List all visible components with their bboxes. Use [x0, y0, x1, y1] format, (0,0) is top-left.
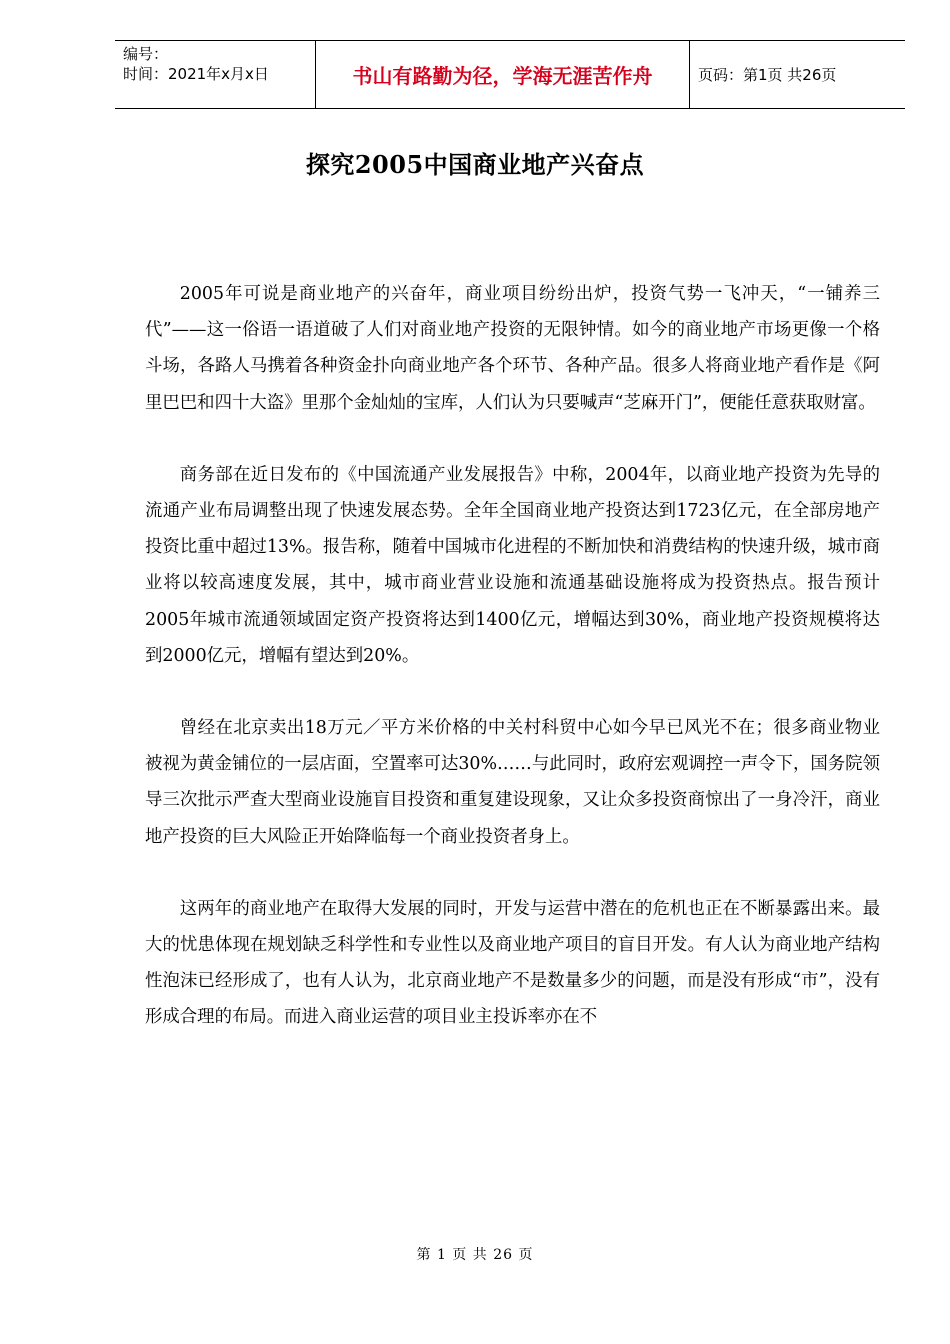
page-footer: 第 1 页 共 26 页 — [416, 1247, 534, 1263]
paragraph-1: 2005年可说是商业地产的兴奋年，商业项目纷纷出炉，投资气势一飞冲天，“一铺养三代”——这一俗语一语道破了人们对商业地产投资的无限钟情。如今的商业地产市场更像一个格斗场，各路人马携着各种资金扑向商业地产各个环节、各种产品。很多人将商业地产看作是《阿里巴巴和四十大盗》里那个金灿灿的宝库，人们认为只要喊声“芝麻开门”，便能任意获取财富。 — [145, 284, 880, 413]
time-label: 时间：2021年x月x日 — [123, 65, 269, 83]
paragraph-2: 商务部在近日发布的《中国流通产业发展报告》中称，2004年，以商业地产投资为先导的流通产业布局调整出现了快速发展态势。全年全国商业地产投资达到1723亿元，在全部房地产投资比重中超过13%。报告称，随着中国城市化进程的不断加快和消费结构的快速升级，城市商业将以较高速度发展，其中，城市商业营业设施和流通基础设施将成为投资热点。报告预计2005年城市流通领域固定资产投资将达到1400亿元，增幅达到30%，商业地产投资规模将达到2000亿元，增幅有望达到20%。 — [145, 464, 880, 666]
header-page-cell — [690, 41, 905, 108]
header-motto-cell — [316, 41, 690, 108]
header-motto: 书山有路勤为径，学海无涯苦作舟 — [352, 64, 653, 88]
header-meta-cell — [115, 41, 316, 108]
paragraph-3: 曾经在北京卖出18万元／平方米价格的中关村科贸中心如今早已风光不在；很多商业物业被视为黄金铺位的一层店面，空置率可达30%……与此同时，政府宏观调控一声令下，国务院领导三次批示严查大型商业设施盲目投资和重复建设现象，又让众多投资商惊出了一身冷汗，商业地产投资的巨大风险正开始降临每一个商业投资者身上。 — [145, 718, 880, 847]
paragraph-4: 这两年的商业地产在取得大发展的同时，开发与运营中潜在的危机也正在不断暴露出来。最大的忧患体现在规划缺乏科学性和专业性以及商业地产项目的盲目开发。有人认为商业地产结构性泡沫已经形成了，也有人认为，北京商业地产不是数量多少的问题，而是没有形成“市”，没有形成合理的布局。而进入商业运营的项目业主投诉率亦在不 — [145, 898, 880, 1028]
header-page-info: 页码：第1页 共26页 — [698, 66, 837, 84]
serial-number-label: 编号： — [123, 45, 169, 63]
document-title: 探究2005中国商业地产兴奋点 — [305, 150, 645, 179]
document-body — [145, 276, 880, 1072]
header-table — [115, 40, 905, 109]
